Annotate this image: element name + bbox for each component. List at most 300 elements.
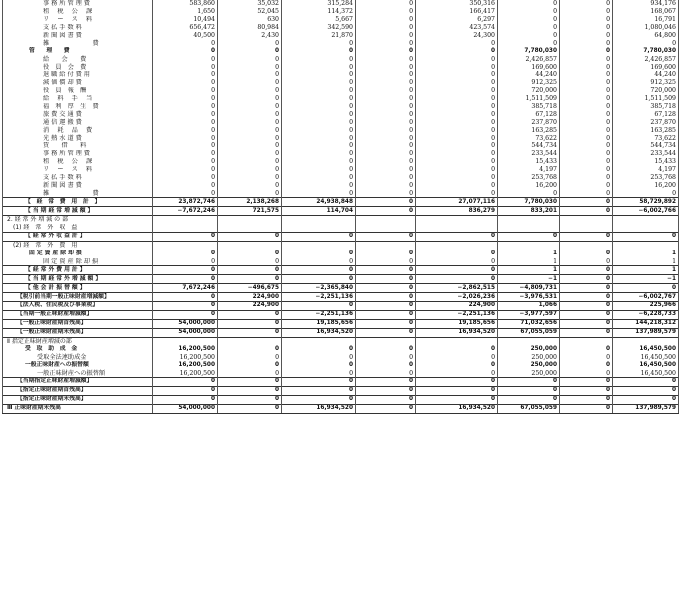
value-cell [416, 224, 498, 232]
value-cell: 0 [282, 87, 356, 95]
value-cell: 0 [498, 395, 560, 404]
value-cell: 0 [282, 55, 356, 63]
value-cell: 1,080,046 [613, 24, 679, 32]
value-cell: 0 [416, 377, 498, 386]
row-label: 新 聞 図 書 費 [3, 181, 153, 189]
value-cell: 0 [218, 369, 282, 377]
value-cell [282, 224, 356, 232]
value-cell: 0 [153, 250, 218, 258]
row-label: 【指定正味財産期首残高】 [3, 386, 153, 395]
value-cell: 0 [613, 39, 679, 47]
value-cell: 16,200 [498, 181, 560, 189]
table-row [3, 103, 679, 111]
value-cell: 0 [282, 275, 356, 284]
value-cell: 0 [560, 284, 613, 293]
value-cell: 0 [416, 386, 498, 395]
value-cell: 0 [560, 258, 613, 266]
value-cell: 0 [416, 158, 498, 166]
value-cell: 0 [218, 266, 282, 275]
value-cell: 0 [560, 395, 613, 404]
value-cell: 0 [282, 63, 356, 71]
table-row [3, 284, 679, 293]
row-label: 消 耗 品 費 [3, 126, 153, 134]
value-cell: 21,870 [282, 32, 356, 40]
value-cell: 24,300 [416, 32, 498, 40]
value-cell: 0 [416, 71, 498, 79]
value-cell: 0 [356, 87, 416, 95]
value-cell: 0 [498, 24, 560, 32]
value-cell: 0 [153, 310, 218, 319]
row-label: 租 税 公 課 [3, 8, 153, 16]
value-cell: 0 [356, 8, 416, 16]
value-cell: 0 [356, 47, 416, 55]
value-cell: −1 [613, 275, 679, 284]
table-row [3, 55, 679, 63]
value-cell: 0 [153, 232, 218, 241]
value-cell: 0 [560, 110, 613, 118]
value-cell [560, 216, 613, 224]
value-cell: 0 [356, 0, 416, 8]
value-cell: 0 [356, 110, 416, 118]
value-cell: 0 [282, 377, 356, 386]
value-cell: 0 [560, 8, 613, 16]
value-cell: 0 [416, 118, 498, 126]
row-label: Ⅲ 正味財産期末残高 [3, 404, 153, 413]
value-cell: −2,251,136 [416, 310, 498, 319]
row-label: 賃 借 料 [3, 142, 153, 150]
value-cell: 0 [282, 110, 356, 118]
value-cell: 237,870 [498, 118, 560, 126]
value-cell [416, 337, 498, 345]
value-cell: 16,200,500 [153, 361, 218, 369]
value-cell: 0 [282, 301, 356, 310]
value-cell [613, 337, 679, 345]
value-cell: 0 [356, 284, 416, 293]
value-cell: 0 [560, 353, 613, 361]
row-label: 給 料 手 当 [3, 95, 153, 103]
value-cell: 0 [498, 232, 560, 241]
value-cell: −6,002,767 [613, 293, 679, 302]
row-label: 【 経 常 外 費 用 計 】 [3, 266, 153, 275]
value-cell: 16,450,500 [613, 361, 679, 369]
value-cell: 7,780,030 [613, 47, 679, 55]
value-cell: 250,000 [498, 353, 560, 361]
value-cell: 0 [153, 142, 218, 150]
value-cell: 0 [416, 39, 498, 47]
value-cell: 1 [613, 266, 679, 275]
table-row [3, 134, 679, 142]
table-row [3, 232, 679, 241]
table-row [3, 8, 679, 16]
value-cell: 4,197 [613, 166, 679, 174]
table-row [3, 395, 679, 404]
value-cell: 0 [356, 103, 416, 111]
row-label: 【当期一般正味財産増減額】 [3, 310, 153, 319]
value-cell: 0 [416, 103, 498, 111]
value-cell: 5,667 [282, 16, 356, 24]
value-cell: 0 [153, 386, 218, 395]
row-label: 役 員 会 費 [3, 63, 153, 71]
value-cell: 0 [218, 126, 282, 134]
value-cell: 0 [560, 134, 613, 142]
value-cell: 0 [153, 166, 218, 174]
value-cell: 0 [356, 353, 416, 361]
value-cell: 0 [356, 310, 416, 319]
value-cell: 342,590 [282, 24, 356, 32]
table-row [3, 301, 679, 310]
value-cell: 16,934,520 [282, 328, 356, 337]
value-cell: 0 [416, 275, 498, 284]
value-cell: 0 [560, 24, 613, 32]
value-cell: 2,430 [218, 32, 282, 40]
value-cell: 0 [560, 301, 613, 310]
row-label: リ ー ス 料 [3, 16, 153, 24]
table-row [3, 142, 679, 150]
value-cell: 0 [613, 395, 679, 404]
value-cell: 169,600 [498, 63, 560, 71]
row-label: 一般正味財産への振替額 [3, 361, 153, 369]
value-cell: 0 [218, 63, 282, 71]
value-cell: 720,000 [498, 87, 560, 95]
table-row [3, 39, 679, 47]
table-row [3, 166, 679, 174]
value-cell: 385,718 [498, 103, 560, 111]
value-cell: 6,297 [416, 16, 498, 24]
value-cell: 163,285 [613, 126, 679, 134]
value-cell: 0 [218, 103, 282, 111]
value-cell: 0 [560, 150, 613, 158]
row-label: 【一般正味財産期末残高】 [3, 328, 153, 337]
row-label: 支 払 手 数 料 [3, 24, 153, 32]
value-cell: 58,729,892 [613, 198, 679, 207]
row-label: 租 税 公 課 [3, 158, 153, 166]
value-cell: 0 [498, 32, 560, 40]
value-cell: 0 [498, 189, 560, 197]
value-cell: 2,138,268 [218, 198, 282, 207]
value-cell: 1,650 [153, 8, 218, 16]
value-cell: 0 [560, 361, 613, 369]
value-cell: 0 [356, 166, 416, 174]
value-cell: 0 [218, 95, 282, 103]
value-cell: 73,622 [498, 134, 560, 142]
value-cell: 721,575 [218, 207, 282, 216]
value-cell: 0 [560, 63, 613, 71]
value-cell: 0 [282, 103, 356, 111]
value-cell: 0 [153, 158, 218, 166]
value-cell: 225,966 [613, 301, 679, 310]
value-cell: 0 [416, 134, 498, 142]
value-cell: 0 [416, 63, 498, 71]
table-row [3, 150, 679, 158]
value-cell: 1 [613, 250, 679, 258]
value-cell [282, 216, 356, 224]
value-cell: 0 [560, 158, 613, 166]
value-cell: 0 [356, 207, 416, 216]
row-label: 【 当 期 経 常 増 減 額 】 [3, 207, 153, 216]
value-cell: −2,365,840 [282, 284, 356, 293]
value-cell: 0 [153, 181, 218, 189]
value-cell: 250,000 [498, 345, 560, 353]
row-label: 固 定 資 産 除 却 損 [3, 258, 153, 266]
value-cell: 0 [416, 395, 498, 404]
value-cell: 0 [282, 395, 356, 404]
table-row [3, 361, 679, 369]
value-cell: 0 [356, 250, 416, 258]
value-cell: 544,734 [498, 142, 560, 150]
value-cell: 0 [218, 166, 282, 174]
value-cell: 0 [282, 266, 356, 275]
value-cell: −496,675 [218, 284, 282, 293]
value-cell: 0 [356, 369, 416, 377]
value-cell: 0 [153, 71, 218, 79]
table-row [3, 198, 679, 207]
value-cell: 16,791 [613, 16, 679, 24]
value-cell: 24,938,848 [282, 198, 356, 207]
table-row [3, 181, 679, 189]
value-cell: 0 [153, 258, 218, 266]
value-cell: 0 [613, 189, 679, 197]
value-cell: 0 [153, 395, 218, 404]
value-cell: 0 [560, 166, 613, 174]
value-cell: 0 [218, 395, 282, 404]
table-row [3, 404, 679, 413]
table-row [3, 241, 679, 249]
value-cell [218, 241, 282, 249]
value-cell: 0 [356, 150, 416, 158]
value-cell: 114,704 [282, 207, 356, 216]
value-cell: 0 [153, 301, 218, 310]
value-cell: 0 [416, 150, 498, 158]
value-cell: 0 [356, 361, 416, 369]
value-cell: −2,862,515 [416, 284, 498, 293]
value-cell: 7,780,030 [498, 47, 560, 55]
value-cell: 833,201 [498, 207, 560, 216]
value-cell: 0 [218, 110, 282, 118]
value-cell [218, 224, 282, 232]
value-cell: 19,185,656 [282, 319, 356, 328]
value-cell: 250,000 [498, 369, 560, 377]
value-cell: 0 [560, 369, 613, 377]
table-row [3, 345, 679, 353]
value-cell: 0 [560, 293, 613, 302]
table-row [3, 95, 679, 103]
value-cell: 0 [356, 39, 416, 47]
value-cell: 0 [218, 377, 282, 386]
value-cell: 0 [282, 39, 356, 47]
table-row [3, 118, 679, 126]
value-cell: 912,325 [498, 79, 560, 87]
value-cell: 67,055,059 [498, 328, 560, 337]
value-cell: 163,285 [498, 126, 560, 134]
value-cell: −7,672,246 [153, 207, 218, 216]
value-cell: 0 [282, 79, 356, 87]
value-cell: 0 [153, 189, 218, 197]
table-row [3, 63, 679, 71]
table-row [3, 293, 679, 302]
value-cell: 0 [356, 189, 416, 197]
value-cell: 544,734 [613, 142, 679, 150]
value-cell: 0 [560, 250, 613, 258]
value-cell: 0 [218, 142, 282, 150]
value-cell: 0 [282, 189, 356, 197]
value-cell: 0 [560, 404, 613, 413]
value-cell: 0 [416, 79, 498, 87]
value-cell: 0 [356, 32, 416, 40]
value-cell [282, 337, 356, 345]
value-cell: 166,417 [416, 8, 498, 16]
value-cell: 0 [416, 126, 498, 134]
value-cell: 0 [356, 395, 416, 404]
value-cell: 16,934,520 [282, 404, 356, 413]
value-cell: 0 [356, 258, 416, 266]
value-cell: 35,032 [218, 0, 282, 8]
value-cell: 44,240 [498, 71, 560, 79]
value-cell [153, 241, 218, 249]
table-row [3, 32, 679, 40]
table-row [3, 328, 679, 337]
value-cell: 0 [356, 319, 416, 328]
value-cell: 7,780,030 [498, 198, 560, 207]
value-cell: 0 [282, 369, 356, 377]
value-cell [416, 241, 498, 249]
value-cell: 0 [560, 55, 613, 63]
value-cell: 71,032,656 [498, 319, 560, 328]
table-row [3, 110, 679, 118]
value-cell: 0 [153, 87, 218, 95]
value-cell: 0 [218, 361, 282, 369]
row-label: 退 職 給 付 費 用 [3, 71, 153, 79]
value-cell: 16,450,500 [613, 369, 679, 377]
value-cell: 0 [356, 301, 416, 310]
value-cell: 1,066 [498, 301, 560, 310]
value-cell: 0 [356, 55, 416, 63]
value-cell: 0 [356, 126, 416, 134]
value-cell: 0 [416, 142, 498, 150]
value-cell: 0 [282, 118, 356, 126]
value-cell: 224,900 [218, 293, 282, 302]
value-cell: 836,279 [416, 207, 498, 216]
value-cell: 0 [218, 87, 282, 95]
value-cell: 912,325 [613, 79, 679, 87]
row-label: 【税引前当期一般正味財産増減額】 [3, 293, 153, 302]
value-cell: 67,128 [613, 110, 679, 118]
value-cell: 0 [218, 189, 282, 197]
value-cell: 0 [560, 345, 613, 353]
value-cell [498, 241, 560, 249]
value-cell: 0 [153, 275, 218, 284]
value-cell: 0 [416, 266, 498, 275]
value-cell [356, 241, 416, 249]
value-cell: 0 [282, 142, 356, 150]
value-cell: 54,000,000 [153, 319, 218, 328]
value-cell: 0 [613, 232, 679, 241]
table-row [3, 87, 679, 95]
value-cell: 1 [613, 258, 679, 266]
table-row [3, 207, 679, 216]
value-cell: 2,426,857 [613, 55, 679, 63]
value-cell: 233,544 [498, 150, 560, 158]
row-label: 受 取 助 成 金 [3, 345, 153, 353]
row-label: Ⅱ 指定正味財産増減の部 [3, 337, 153, 345]
value-cell: 0 [218, 275, 282, 284]
value-cell: 0 [218, 118, 282, 126]
value-cell: 73,622 [613, 134, 679, 142]
value-cell: 0 [282, 361, 356, 369]
value-cell: 0 [560, 181, 613, 189]
value-cell: 0 [613, 284, 679, 293]
row-label: 光 熱 水 道 費 [3, 134, 153, 142]
value-cell: 0 [560, 377, 613, 386]
value-cell: 0 [218, 174, 282, 182]
value-cell: 350,316 [416, 0, 498, 8]
value-cell: 0 [560, 32, 613, 40]
table-row [3, 126, 679, 134]
value-cell: 0 [560, 189, 613, 197]
value-cell: 0 [560, 103, 613, 111]
value-cell: 4,197 [498, 166, 560, 174]
value-cell: 0 [560, 79, 613, 87]
value-cell: 0 [282, 126, 356, 134]
value-cell [218, 216, 282, 224]
value-cell: 0 [153, 150, 218, 158]
value-cell: 0 [416, 87, 498, 95]
value-cell: 0 [218, 150, 282, 158]
value-cell: 0 [356, 275, 416, 284]
value-cell: 16,200,500 [153, 369, 218, 377]
value-cell: 0 [153, 118, 218, 126]
value-cell: −4,809,731 [498, 284, 560, 293]
value-cell: −6,228,733 [613, 310, 679, 319]
value-cell: 19,185,656 [416, 319, 498, 328]
value-cell: 16,450,500 [613, 345, 679, 353]
value-cell [282, 241, 356, 249]
value-cell: 16,200 [613, 181, 679, 189]
value-cell [560, 224, 613, 232]
value-cell: 0 [356, 174, 416, 182]
value-cell: 630 [218, 16, 282, 24]
value-cell: 0 [498, 377, 560, 386]
value-cell: 16,200,500 [153, 345, 218, 353]
value-cell: 0 [282, 250, 356, 258]
value-cell: 0 [218, 79, 282, 87]
value-cell: 2,426,857 [498, 55, 560, 63]
value-cell: −6,002,766 [613, 207, 679, 216]
value-cell: 0 [416, 258, 498, 266]
value-cell: 0 [416, 166, 498, 174]
value-cell: 0 [560, 319, 613, 328]
value-cell: 0 [416, 55, 498, 63]
value-cell: 0 [560, 39, 613, 47]
value-cell: −3,976,531 [498, 293, 560, 302]
value-cell: 0 [560, 142, 613, 150]
value-cell: 0 [153, 55, 218, 63]
value-cell [153, 216, 218, 224]
value-cell: 0 [560, 198, 613, 207]
value-cell: 0 [560, 207, 613, 216]
value-cell: 0 [560, 95, 613, 103]
value-cell: 0 [282, 158, 356, 166]
row-label: 福 利 厚 生 費 [3, 103, 153, 111]
value-cell: 0 [153, 39, 218, 47]
value-cell: 0 [282, 345, 356, 353]
value-cell: 1,511,509 [498, 95, 560, 103]
table-row [3, 250, 679, 258]
value-cell: 0 [416, 181, 498, 189]
value-cell: 7,672,246 [153, 284, 218, 293]
row-label: 事 務 所 管 理 費 [3, 0, 153, 8]
value-cell: 934,176 [613, 0, 679, 8]
value-cell: 0 [218, 328, 282, 337]
